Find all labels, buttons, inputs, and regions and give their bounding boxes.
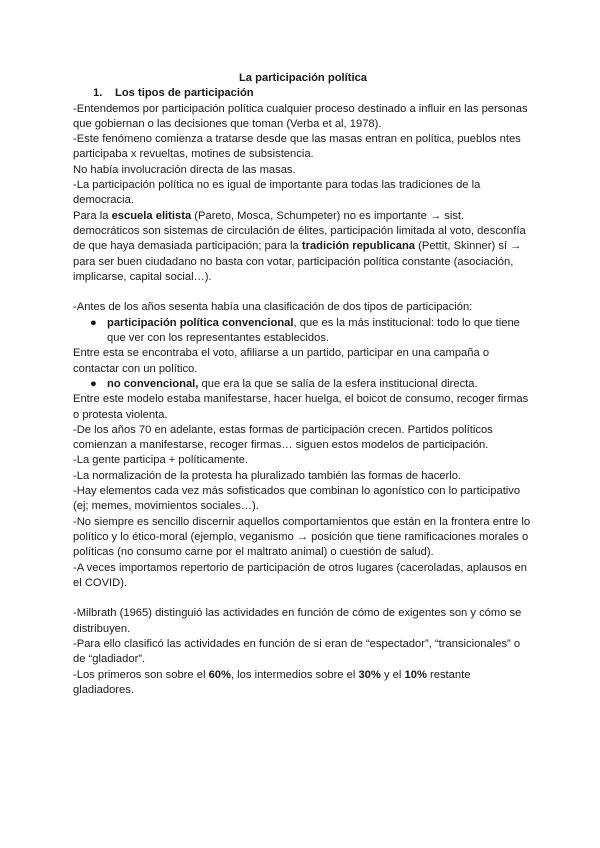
paragraph-classification: -Antes de los años sesenta había una clasificación de dos tipos de participación: [73, 301, 473, 314]
paragraph-sophisticated: -Hay elementos cada vez más sofisticados que combinan lo agonístico con lo participativo (ej; memes, movimientos sociales…). [73, 485, 521, 513]
paragraph-traditions: -La participación política no es igual de importante para todas las tradiciones de la democracia. [73, 179, 481, 207]
section-heading [93, 86, 533, 101]
bold-term-unconventional: no convencional, [107, 377, 199, 390]
list-item-conventional [73, 316, 533, 347]
list-item-unconventional [73, 377, 533, 392]
paragraph-normalization: -La normalización de la protesta ha pluralizado también las formas de hacerlo. [73, 469, 462, 482]
paragraph-percentages [73, 668, 533, 699]
blank-line [73, 591, 533, 606]
text-run: restante gladiadores. [73, 668, 471, 696]
bold-percent-gladiators: 10% [404, 668, 427, 681]
section-number: 1. [93, 87, 103, 100]
paragraph-origin: -Este fenómeno comienza a tratarse desde que las masas entran en política, pueblos ntes participaba x revueltas, motines de subsistencia. [73, 133, 521, 161]
bold-term-conventional: participación política convencional [107, 316, 294, 329]
paragraph-classified: -Para ello clasificó las actividades en función de si eran de “espectador”, “transicionales” o de “gladiador”. [73, 637, 521, 666]
text-run: -Los primeros son sobre el [73, 668, 209, 681]
paragraph-unconventional-examples: Entre este modelo estaba manifestarse, hacer huelga, el boicot de consumo, recoger firmas o protesta violenta. [73, 393, 529, 421]
paragraph-definition: -Entendemos por participación política cualquier proceso destinado a influir en las personas que gobiernan o las decisiones que toman (Verba et al, 1978). [73, 102, 528, 130]
bold-percent-spectators: 60% [208, 668, 231, 681]
section-label: Los tipos de participación [115, 87, 254, 100]
paragraph-seventies: -De los años 70 en adelante, estas formas de participación crecen. Partidos políticos comienzan a manifestarse, recoger firmas… siguen estos modelos de participación. [73, 423, 493, 452]
bullet-icon: ● [90, 316, 97, 329]
paragraph-conventional-examples: Entre esta se encontraba el voto, afiliarse a un partido, participar en una campaña o contactar con un político. [73, 347, 490, 375]
paragraph-elitist-republican [73, 209, 533, 285]
document-title: La participación política [238, 72, 368, 84]
text-run: Para la [73, 209, 112, 222]
paragraph-ethical-frontier: -No siempre es sencillo discernir aquellos comportamientos que están en la frontera entre lo político y lo ético-moral (ejemplo, veganismo → posición que tiene ramificaciones morales o políticas (no consumo carne por el maltrato animal) o cuestión de salud). [73, 515, 531, 559]
text-run: , que es la más institucional: todo lo que tiene que ver con los representantes establecidos. [107, 316, 520, 345]
paragraph-imported-repertoire: -A veces importamos repertorio de participación de otros lugares (caceroladas, aplausos en el COVID). [73, 561, 527, 589]
bold-term-republican: tradición republicana [301, 240, 416, 253]
bold-percent-transitional: 30% [358, 668, 381, 681]
bullet-icon: ● [90, 377, 97, 390]
text-run: que era la que se salía de la esfera institucional directa. [198, 377, 478, 390]
paragraph-milbrath: -Milbrath (1965) distinguió las actividades en función de cómo de exigentes son y cómo se distribuyen. [73, 607, 522, 635]
document-body [73, 71, 533, 698]
text-run: (Pareto, Mosca, Schumpeter) no es importante → sist. democráticos son sistemas de circulación de élites, participación limitada al voto, desconfía de que haya demasiada participación; para la [73, 209, 526, 253]
paragraph-no-involvement: No había involucración directa de las masas. [73, 163, 296, 176]
bold-term-elitist: escuela elitista [111, 209, 192, 222]
paragraph-more-participation: -La gente participa + políticamente. [73, 454, 249, 467]
text-run: (Pettit, Skinner) sí → para ser buen ciudadano no basta con votar, participación política constante (asociación, implicarse, capital social…). [73, 240, 522, 283]
blank-line [73, 285, 533, 300]
text-run: , los intermedios sobre el [230, 668, 359, 681]
text-run: y el [380, 668, 405, 681]
